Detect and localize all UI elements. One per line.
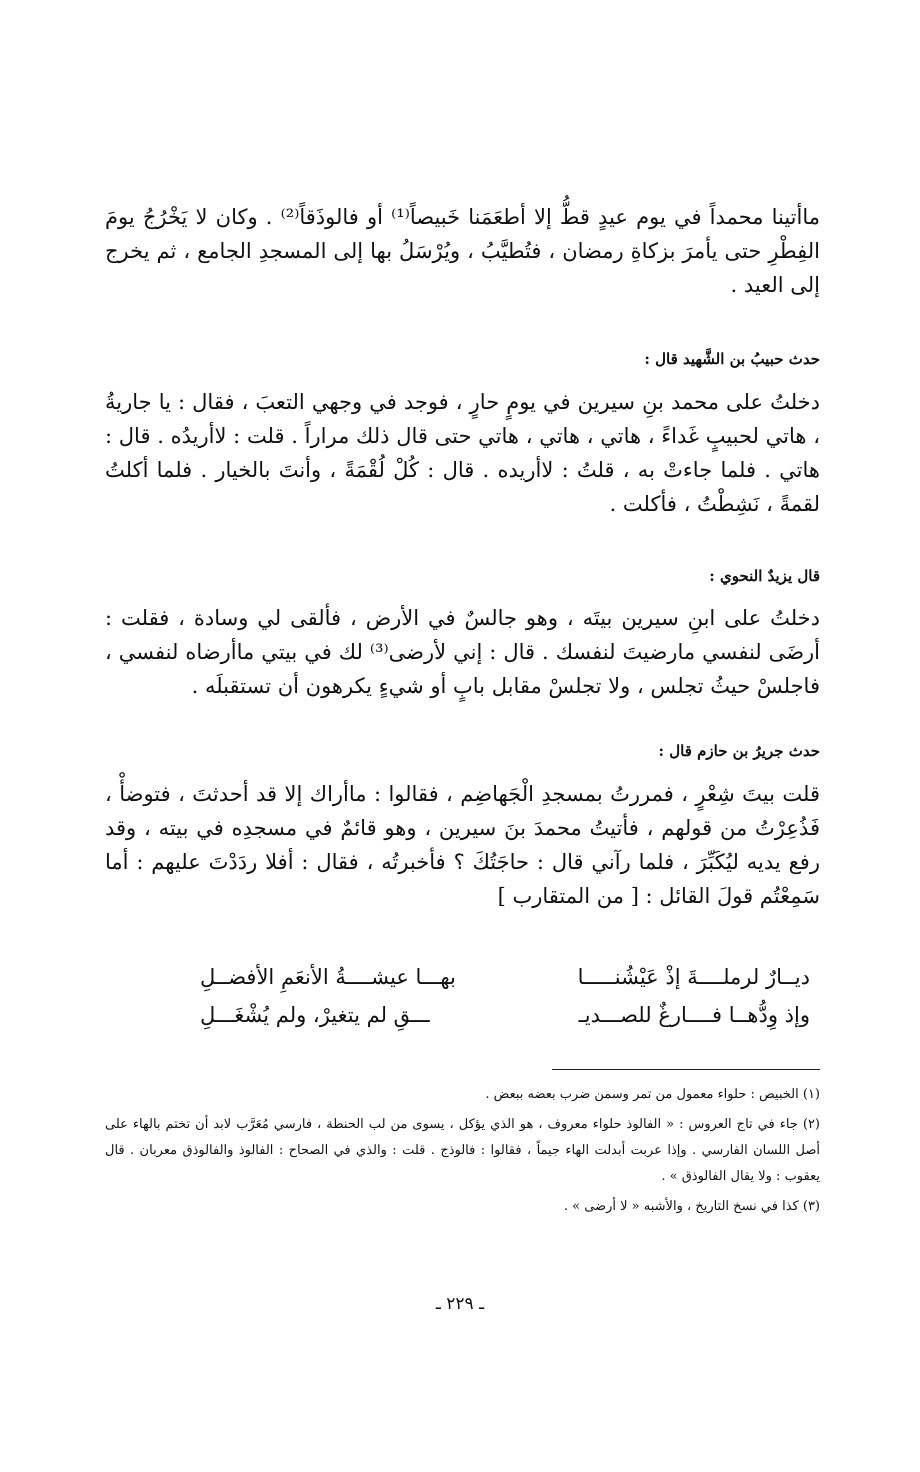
paragraph-yazid: دخلتُ على ابنِ سيرين بيتَه ، وهو جالسٌ في الأرض ، فألقى لي وسادة ، فقلت : أرضَى لنفسي مارضيتَ لنفسك . قال : إني لأرضى⁽³⁾ لك في بيتي ماأرضاه لنفسي ، فاجلسْ حيثُ تجلس ، ولا تجلسْ مقابل بابٍ أو شيءٍ يكرهون أن تستقبلَه . [105,606,820,698]
heading-yazid: قال يزيدٌ النحوي : [709,567,820,585]
verse-line1-second-hemistich: بهـــا عيشــــةُ الأنعَمِ الأفضــلِ [200,965,456,989]
verse-line1-first-hemistich: ديــارٌ لرملــــةَ إذْ عَيْشُنـــــا [577,965,810,989]
footnotes-block [105,1082,820,1220]
opening-paragraph: ماأتينا محمداً في يوم عيدٍ قطُّ إلا أطعَمَنا خَبيصاً⁽¹⁾ أو فالوذَقاً⁽²⁾ . وكان لا يَخْرُجُ يومَ الفِطْرِ حتى يأمرَ بزكاةِ رمضان ، فتُطيَّبُ ، ويُرْسَلُ بها إلى المسجدِ الجامع ، ثم يخرج إلى العيد . [105,205,820,297]
paragraph-yazid-block [105,601,820,703]
footnote-divider [552,1069,820,1070]
paragraph-habib-block [105,385,820,521]
opening-paragraph-block [105,200,820,302]
verse-line2-second-hemistich: ـــقِ لم يتغيرْ، ولم يُشْغَـــلِ [200,1003,430,1027]
section-heading-habib [105,348,820,370]
section-heading-jarir [105,740,820,762]
paragraph-habib: دخلتُ على محمد بنِ سيرين في يومٍ حارٍ ، فوجد في وجهي التعبَ ، فقال : يا جاريةُ ، هاتي لحبيبٍ غَداءً ، هاتي ، هاتي ، هاتي حتى قال ذلك مراراً . قلت : لاأريدُه . قال : هاتي . فلما جاءتْ به ، قلتُ : لاأريده . قال : كُلْ لُقْمَةً ، وأنتَ بالخيار . فلما أكلتُ لقمةً ، نَشِطْتُ ، فأكلت . [105,390,820,516]
footnote-3: (٣) كذا في نسخ التاريخ ، والأشبه « لا أرضى » . [563,1199,820,1214]
heading-jarir: حدث جريرُ بن حازم قال : [658,742,820,760]
paragraph-jarir: قلت بيتَ شِعْرٍ ، فمررتُ بمسجدِ الْجَهاضِم ، فقالوا : ماأراك إلا قد أحدثتَ ، فتوضأْ ، فَذُعِرْتُ من قولهم ، فأتيتُ محمدَ بنَ سيرين ، وهو قائمٌ في مسجدِه في بيته ، وقد رفع يديه ليُكَبِّرَ ، فلما رآني قال : حاجَتُكَ ؟ فأخبرتُه ، فقال : أفلا ردَدْتَ عليهم : أما سَمِعْتُم قولَ القائل : [ من المتقارب ] [105,782,820,908]
footnote-2: (٢) جاء في تاج العروس : « الفالوذ حلواء معروف ، هو الذي يؤكل ، يسوى من لب الحنطة ، فارسي مُعَرَّب لابد أن تختم بالهاء على أصل اللسان الفارسي . وإذا عربت أبدلت الهاء جيماً ، فقالوا : فالوذج . قلت : والذي في الصحاح : الفالوذ والفالوذق معربان . قال يعقوب : ولا يقال الفالوذق » . [105,1117,820,1184]
section-heading-yazid [105,565,820,587]
footnote-1: (١) الخبيص : حلواء معمول من تمر وسمن ضرب بعضه ببعض . [485,1087,820,1102]
page-number: ـ ٢٢٩ ـ [435,1294,485,1314]
heading-habib: حدث حبيبُ بن الشَّهيد قال : [644,350,820,368]
paragraph-jarir-block [105,777,820,913]
verse-line2-first-hemistich: وإذ وِدُّهــا فــــارغٌ للصـــديـ [578,1003,810,1027]
